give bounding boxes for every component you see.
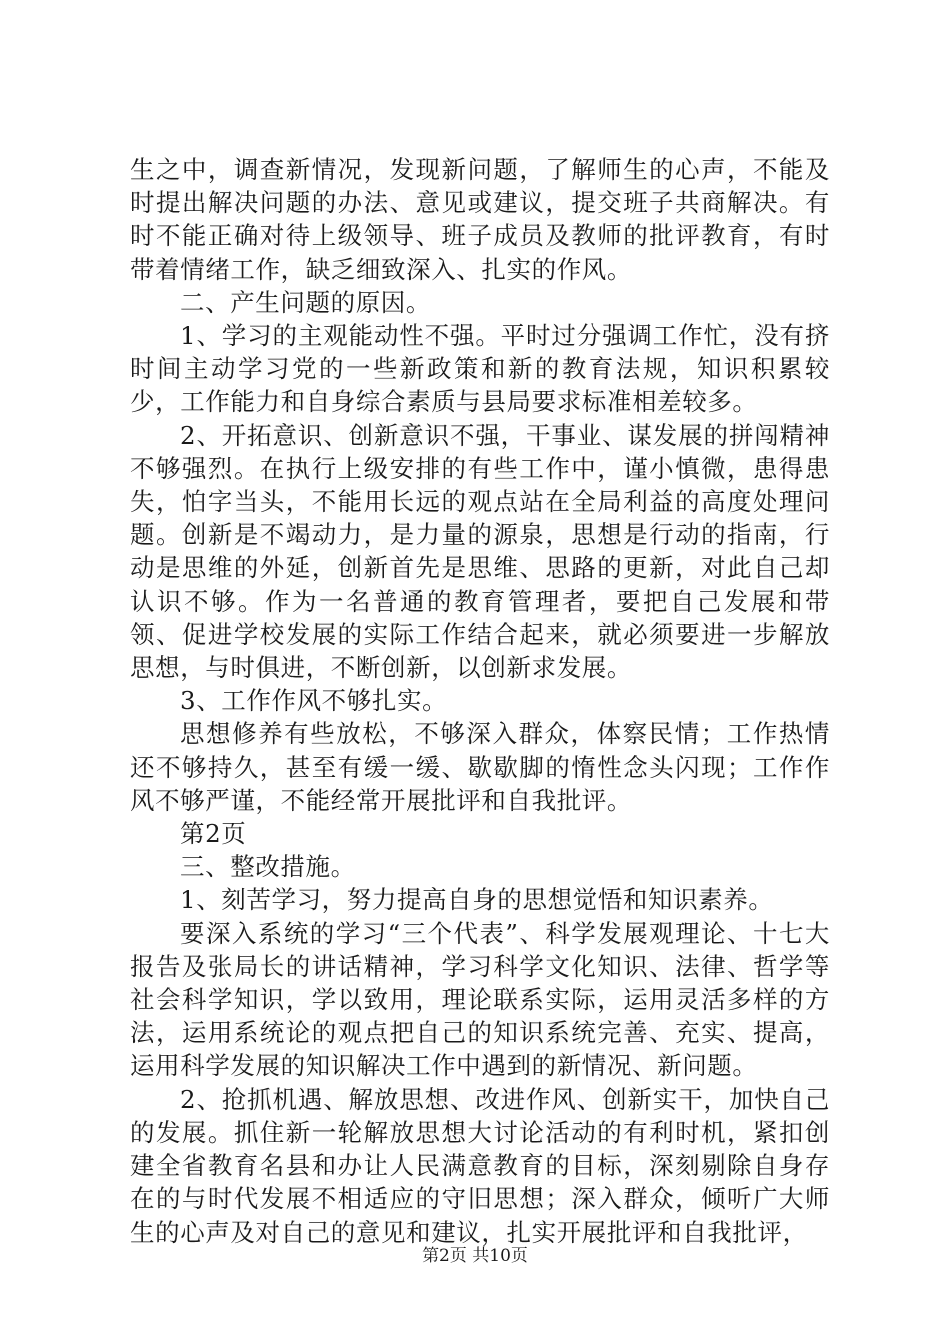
paragraph-cause-1: 1、学习的主观能动性不强。平时过分强调工作忙，没有挤时间主动学习党的一些新政策和新的教育法规，知识积累较少，工作能力和自身综合素质与县局要求标准相差较多。	[130, 321, 830, 417]
document-body	[130, 153, 830, 1249]
section-heading-causes: 二、产生问题的原因。	[180, 287, 431, 317]
paragraph-measure-2: 2、抢抓机遇、解放思想、改进作风、创新实干，加快自己的发展。抓住新一轮解放思想大讨论活动的有利时机，紧扣创建全省教育名县和办让人民满意教育的目标，深刻剔除自身存在的与时代发展不相适应的守旧思想；深入群众，倾听广大师生的心声及对自己的意见和建议，扎实开展批评和自我批评，	[130, 1084, 830, 1247]
inline-page-marker: 第2页	[180, 819, 247, 849]
paragraph-cause-3-heading: 3、工作作风不够扎实。	[180, 686, 448, 716]
paragraph-continuation: 生之中，调查新情况，发现新问题，了解师生的心声，不能及时提出解决问题的办法、意见或建议，提交班子共商解决。有时不能正确对待上级领导、班子成员及教师的批评教育，有时带着情绪工作，缺乏细致深入、扎实的作风。	[130, 155, 830, 284]
paragraph-cause-2: 2、开拓意识、创新意识不强，干事业、谋发展的拼闯精神不够强烈。在执行上级安排的有些工作中，谨小慎微，患得患失，怕字当头，不能用长远的观点站在全局利益的高度处理问题。创新是不竭动力，是力量的源泉，思想是行动的指南，行动是思维的外延，创新首先是思维、思路的更新，对此自己却认识不够。作为一名普通的教育管理者，要把自己发展和带领、促进学校发展的实际工作结合起来，就必须要进一步解放思想，与时俱进，不断创新，以创新求发展。	[130, 420, 830, 683]
paragraph-cause-3-body: 思想修养有些放松，不够深入群众，体察民情；工作热情还不够持久，甚至有缓一缓、歇歇脚的惰性念头闪现；工作作风不够严谨，不能经常开展批评和自我批评。	[130, 719, 830, 815]
page-footer: 第2页 共10页	[422, 1246, 528, 1266]
section-heading-measures: 三、整改措施。	[180, 852, 356, 882]
paragraph-measure-1-body: 要深入系统的学习“三个代表”、科学发展观理论、十七大报告及张局长的讲话精神，学习科学文化知识、法律、哲学等社会科学知识，学以致用，理论联系实际，运用灵活多样的方法，运用系统论的观点把自己的知识系统完善、充实、提高，运用科学发展的知识解决工作中遇到的新情况、新问题。	[130, 918, 830, 1081]
paragraph-measure-1-heading: 1、刻苦学习，努力提高自身的思想觉悟和知识素养。	[180, 885, 774, 915]
